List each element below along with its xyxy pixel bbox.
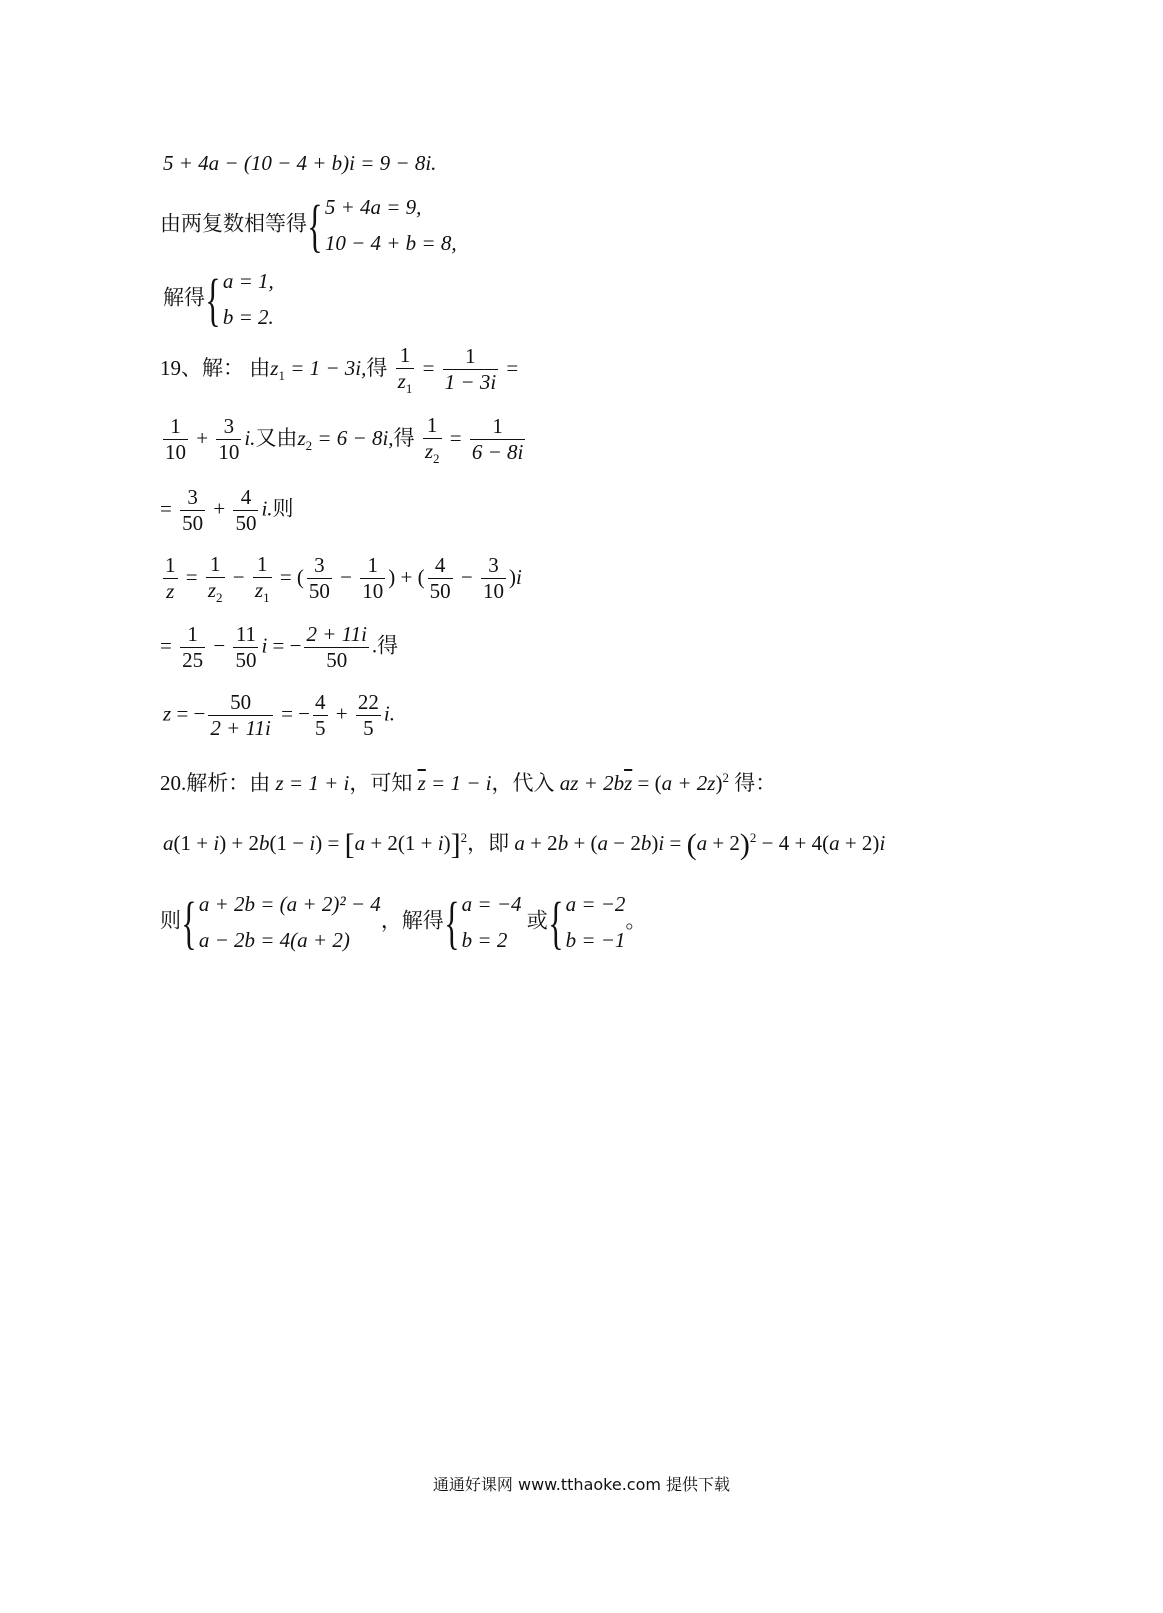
equation-system-2: 解得{ a = 1, b = 2.	[163, 264, 274, 335]
q19-line-1: 19、解： 由$z_1 = 1 - 3i$,得 $\frac{1}{z_1}$ = $\frac{1}{1 - 3i}$ =	[160, 343, 519, 397]
system-2-eq2: b = 2.	[222, 304, 274, 329]
q20-sol1-a: a = −4	[461, 892, 522, 916]
q19-line-6: z = − $\frac{50}{2 + 11i}$ = − $\frac{4}{5}$ + $\frac{22}{5}$ i.	[163, 690, 395, 741]
system-2-eq1: a = 1,	[222, 269, 274, 293]
q19-line-2: $\frac{1}{10}$ + $\frac{3}{10}$ i.又由$z_2 = 6 - 8i$,得 $\frac{1}{z_2}$ = $\frac{1}{6 - 8i}$	[165, 413, 524, 467]
equation-system-1: 由两复数相等得{ 5 + 4a = 9, 10 − 4 + b = 8,	[160, 190, 457, 261]
q20-sol1-b: b = 2	[461, 927, 508, 952]
q20-eq1: a + 2b = (a + 2)² − 4	[198, 892, 381, 916]
q19-label: 19、解：	[160, 355, 244, 380]
q20-or: 或	[526, 908, 548, 933]
q19-line-5: = $\frac{1}{25}$ − $\frac{11}{50}$ i = − $\frac{2 + 11i}{50}$ .得	[160, 622, 399, 673]
q20-line-3: 则{ a + 2b = (a + 2)² − 4 a − 2b = 4(a + 2) ，解得{ a = −4 b = 2 或{ a = −2 b = −1 。	[160, 887, 646, 958]
q19-line-4: $\frac{1}{z}$ = $\frac{1}{z_2}$ − $\frac{1}{z_1}$ = ( $\frac{3}{50}$ − $\frac{1}{10}$ ) + ( $\frac{4}{50}$ − $\frac{3}{10}$ )i	[165, 552, 522, 606]
q20-eq2: a − 2b = 4(a + 2)	[198, 927, 350, 952]
q20-line-1: 20.解析：由 z = 1 + i，可知 $\overline{z} = 1 - i$，代入 az + $2b\overline{z} = (a + 2z)^2$ 得：	[160, 770, 777, 795]
equation-line-1: 5 + 4a − (10 − 4 + b)i = 9 − 8i.	[163, 151, 437, 175]
system-2-lead: 解得	[163, 285, 205, 310]
q20-sol2-a: a = −2	[565, 892, 626, 916]
system-1-eq2: 10 − 4 + b = 8,	[324, 230, 457, 255]
q20-then: 则	[160, 908, 181, 933]
q20-solve-label: ，解得	[380, 908, 444, 933]
q19-line-3: = $\frac{3}{50}$ + $\frac{4}{50}$ i.则	[160, 485, 294, 536]
system-1-eq1: 5 + 4a = 9,	[324, 195, 422, 219]
system-1-lead: 由两复数相等得	[160, 211, 307, 236]
q19-then: 则	[272, 496, 294, 521]
page-footer: 通通好课网 www.tthaoke.com 提供下载	[432, 1475, 731, 1494]
q20-line-2: $a(1 + i) + 2b(1 - i) = [a + 2(1 + i)]^2$，即 $a + 2b + (a - 2b)i = (a + 2)^2 - 4 + 4(a + 2)i$	[163, 828, 886, 861]
q20-label: 20.解析：	[160, 771, 250, 795]
q20-end: 。	[625, 908, 647, 933]
q20-sol2-b: b = −1	[565, 927, 626, 952]
q19-get: 得	[377, 633, 399, 658]
